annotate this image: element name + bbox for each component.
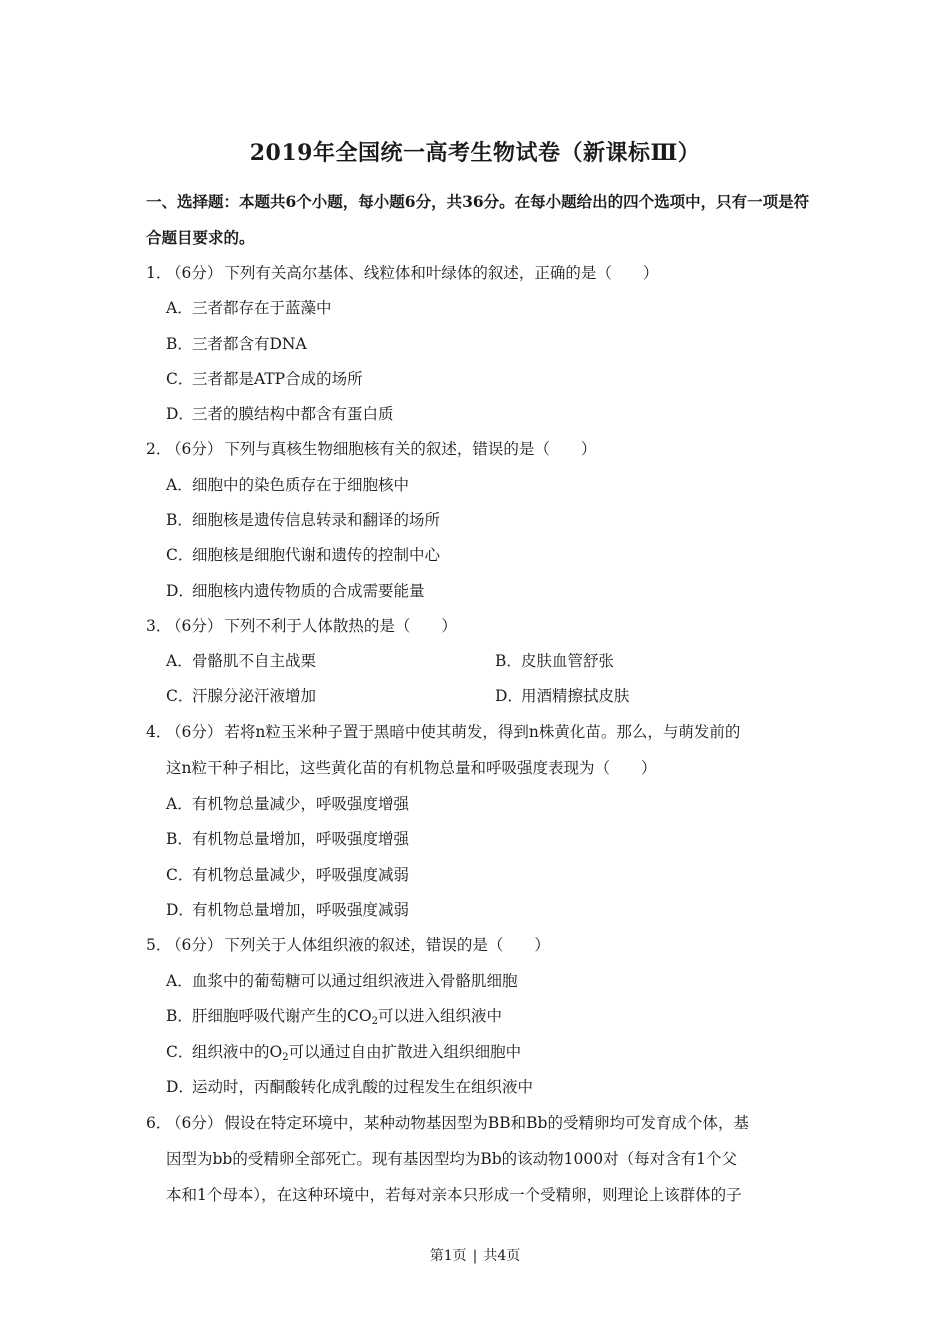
option-4a (166, 794, 409, 814)
option-4d (166, 900, 409, 920)
option-label: D． (495, 687, 523, 705)
option-text: 有机物总量增加，呼吸强度增强 (192, 830, 410, 848)
question-number: 4． (146, 723, 172, 741)
option-label: A． (166, 795, 193, 813)
option-text: 汗腺分泌汗液增加 (192, 687, 317, 705)
option-label: A． (166, 476, 193, 494)
option-1c (166, 369, 363, 389)
subscript: 2 (282, 1052, 289, 1063)
option-2a (166, 475, 409, 495)
question-number: 6． (146, 1114, 172, 1132)
question-4 (146, 722, 740, 742)
question-text: 下列不利于人体散热的是（ ） (224, 617, 457, 635)
question-score: （6分） (166, 617, 223, 635)
option-text: 细胞核内遗传物质的合成需要能量 (192, 582, 425, 600)
option-label: C． (166, 687, 194, 705)
question-4-continued: 这n粒干种子相比，这些黄化苗的有机物总量和呼吸强度表现为（ ） (166, 759, 657, 777)
option-5b (166, 1006, 502, 1026)
option-4c (166, 865, 409, 885)
question-2 (146, 439, 596, 459)
option-2c (166, 545, 440, 565)
option-label: C． (166, 546, 194, 564)
option-label: D． (166, 405, 194, 423)
option-1b (166, 334, 307, 354)
option-text-cont: 可以通过自由扩散进入组织细胞中 (288, 1043, 522, 1061)
option-3d (495, 686, 630, 706)
option-label: B． (166, 335, 193, 353)
option-text: 三者都存在于蓝藻中 (192, 299, 332, 317)
option-3c (166, 686, 316, 706)
question-score: （6分） (166, 1114, 223, 1132)
question-score: （6分） (166, 264, 223, 282)
option-text: 运动时，丙酮酸转化成乳酸的过程发生在组织液中 (192, 1078, 534, 1096)
question-number: 1． (146, 264, 172, 282)
question-number: 2． (146, 440, 172, 458)
option-label: B． (166, 511, 193, 529)
option-text: 有机物总量减少，呼吸强度增强 (192, 795, 410, 813)
option-label: D． (166, 1078, 194, 1096)
option-text: 细胞核是细胞代谢和遗传的控制中心 (192, 546, 441, 564)
option-1d (166, 404, 394, 424)
option-text: 细胞核是遗传信息转录和翻译的场所 (192, 511, 441, 529)
option-text: 三者的膜结构中都含有蛋白质 (192, 405, 394, 423)
option-label: C． (166, 370, 194, 388)
option-3a (166, 651, 316, 671)
footer-separator: | (472, 1248, 478, 1264)
section-instructions: 一、选择题：本题共6个小题，每小题6分，共36分。在每小题给出的四个选项中，只有一项是符合题目要求的。 (146, 192, 810, 247)
question-3 (146, 616, 457, 636)
option-5c (166, 1042, 521, 1062)
question-5 (146, 935, 550, 955)
option-1a (166, 298, 332, 318)
option-label: A． (166, 299, 193, 317)
question-6 (146, 1113, 749, 1133)
question-text: 下列关于人体组织液的叙述，错误的是（ ） (224, 936, 550, 954)
option-text: 细胞中的染色质存在于细胞核中 (192, 476, 410, 494)
question-number: 3． (146, 617, 172, 635)
subscript: 2 (371, 1016, 378, 1027)
option-text: 骨骼肌不自主战栗 (192, 652, 317, 670)
page-title: 2019年全国统一高考生物试卷（新课标Ⅲ） (249, 140, 701, 166)
option-label: B． (495, 652, 522, 670)
option-4b (166, 829, 409, 849)
option-text: 组织液中的O (192, 1043, 283, 1061)
option-2d (166, 581, 425, 601)
option-text: 有机物总量增加，呼吸强度减弱 (192, 901, 410, 919)
option-text: 有机物总量减少，呼吸强度减弱 (192, 866, 410, 884)
question-score: （6分） (166, 440, 223, 458)
option-label: A． (166, 652, 193, 670)
option-text: 肝细胞呼吸代谢产生的CO (192, 1007, 372, 1025)
option-label: B． (166, 830, 193, 848)
option-5d (166, 1077, 533, 1097)
option-label: A． (166, 972, 193, 990)
question-number: 5． (146, 936, 172, 954)
question-score: （6分） (166, 723, 223, 741)
option-text: 三者都是ATP合成的场所 (192, 370, 363, 388)
question-text: 下列有关高尔基体、线粒体和叶绿体的叙述，正确的是（ ） (224, 264, 659, 282)
option-5a (166, 971, 518, 991)
option-label: D． (166, 901, 194, 919)
option-text: 血浆中的葡萄糖可以通过组织液进入骨骼肌细胞 (192, 972, 518, 990)
question-6-continued-2: 本和1个母本），在这种环境中，若每对亲本只形成一个受精卵，则理论上该群体的子 (166, 1186, 742, 1204)
question-1 (146, 263, 658, 283)
option-label: B． (166, 1007, 193, 1025)
question-score: （6分） (166, 936, 223, 954)
option-text: 皮肤血管舒张 (521, 652, 615, 670)
question-text: 假设在特定环境中，某种动物基因型为BB和Bb的受精卵均可发育成个体，基 (224, 1114, 749, 1132)
option-text: 三者都含有DNA (192, 335, 307, 353)
question-text: 下列与真核生物细胞核有关的叙述，错误的是（ ） (224, 440, 597, 458)
option-label: C． (166, 1043, 194, 1061)
option-2b (166, 510, 440, 530)
option-label: C． (166, 866, 194, 884)
question-6-continued: 因型为bb的受精卵全部死亡。现有基因型均为Bb的该动物1000对（每对含有1个父 (166, 1150, 737, 1168)
page-footer (0, 1245, 950, 1265)
option-label: D． (166, 582, 194, 600)
question-text: 若将n粒玉米种子置于黑暗中使其萌发，得到n株黄化苗。那么，与萌发前的 (224, 723, 741, 741)
page-number: 第1页 (429, 1248, 467, 1264)
option-text-cont: 可以进入组织液中 (377, 1007, 502, 1025)
option-text: 用酒精擦拭皮肤 (521, 687, 630, 705)
page-total: 共4页 (483, 1248, 521, 1264)
option-3b (495, 651, 614, 671)
